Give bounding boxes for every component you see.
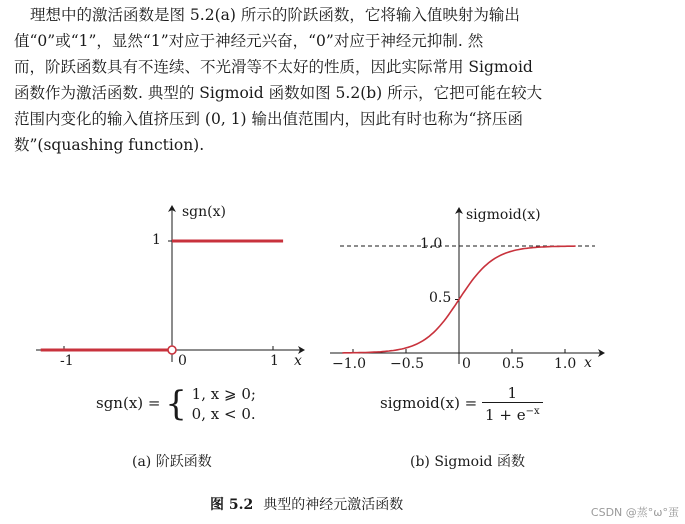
step-origin-marker — [168, 346, 176, 354]
paragraph-line: 函数作为激活函数. 典型的 Sigmoid 函数如图 5.2(b) 所示，它把可能在较大 — [14, 84, 543, 102]
sigmoid-formula-numerator: 1 — [482, 384, 543, 403]
figure-caption — [210, 494, 403, 514]
paragraph-line: 理想中的激活函数是图 5.2(a) 所示的阶跃函数，它将输入值映射为输出 — [30, 6, 520, 24]
step-caption: (a) 阶跃函数 — [132, 454, 212, 470]
step-chart — [36, 206, 304, 362]
paragraph-line: 而，阶跃函数具有不连续、不光滑等不太好的性质，因此实际常用 Sigmoid — [14, 58, 533, 76]
paragraph-line: 范围内变化的输入值挤压到 (0, 1) 输出值范围内，因此有时也称为“挤压函 — [14, 110, 523, 128]
step-formula-brace: { — [165, 384, 187, 424]
sigmoid-chart — [330, 208, 604, 364]
step-formula-lhs: sgn(x) = — [96, 394, 161, 412]
figure-caption-label: 图 5.2 — [210, 497, 254, 513]
step-y-axis-label: sgn(x) — [182, 204, 226, 220]
step-x-tick-label: 1 — [270, 353, 279, 369]
step-x-tick-label: 0 — [178, 353, 187, 369]
sigmoid-x-tick-label: −0.5 — [390, 356, 424, 372]
paragraph-line: 数”(squashing function). — [14, 136, 205, 154]
paragraph-line: 值“0”或“1”，显然“1”对应于神经元兴奋，“0”对应于神经元抑制. 然 — [14, 32, 484, 50]
step-x-axis-label: x — [294, 353, 302, 369]
sigmoid-formula-exponent: −x — [525, 406, 540, 417]
step-x-tick-label: -1 — [60, 353, 74, 369]
step-formula — [96, 384, 256, 424]
sigmoid-formula-fraction — [482, 384, 543, 424]
sigmoid-formula-lhs: sigmoid(x) = — [380, 394, 478, 412]
sigmoid-formula-denominator — [482, 403, 543, 424]
sigmoid-formula-den-base: 1 + e — [485, 406, 526, 424]
step-formula-cases — [192, 384, 256, 424]
step-formula-case: 1, x ⩾ 0; — [191, 385, 256, 403]
sigmoid-x-tick-label: 0 — [462, 356, 471, 372]
step-formula-case: 0, x < 0. — [191, 405, 256, 423]
watermark: CSDN @蒸°ω°蛋 — [590, 506, 679, 519]
sigmoid-x-tick-label: −1.0 — [332, 356, 366, 372]
sigmoid-y-tick-label: 0.5 — [429, 290, 452, 306]
sigmoid-x-tick-label: 1.0 — [554, 356, 577, 372]
sigmoid-formula — [380, 384, 543, 424]
sigmoid-x-axis-label: x — [584, 355, 592, 371]
step-y-tick-label: 1 — [152, 232, 161, 248]
figure-caption-text: 典型的神经元激活函数 — [263, 497, 404, 513]
sigmoid-y-tick-label: 1.0 — [420, 236, 443, 252]
sigmoid-caption: (b) Sigmoid 函数 — [410, 454, 525, 470]
sigmoid-y-axis-label: sigmoid(x) — [466, 207, 541, 223]
sigmoid-x-tick-label: 0.5 — [502, 356, 525, 372]
